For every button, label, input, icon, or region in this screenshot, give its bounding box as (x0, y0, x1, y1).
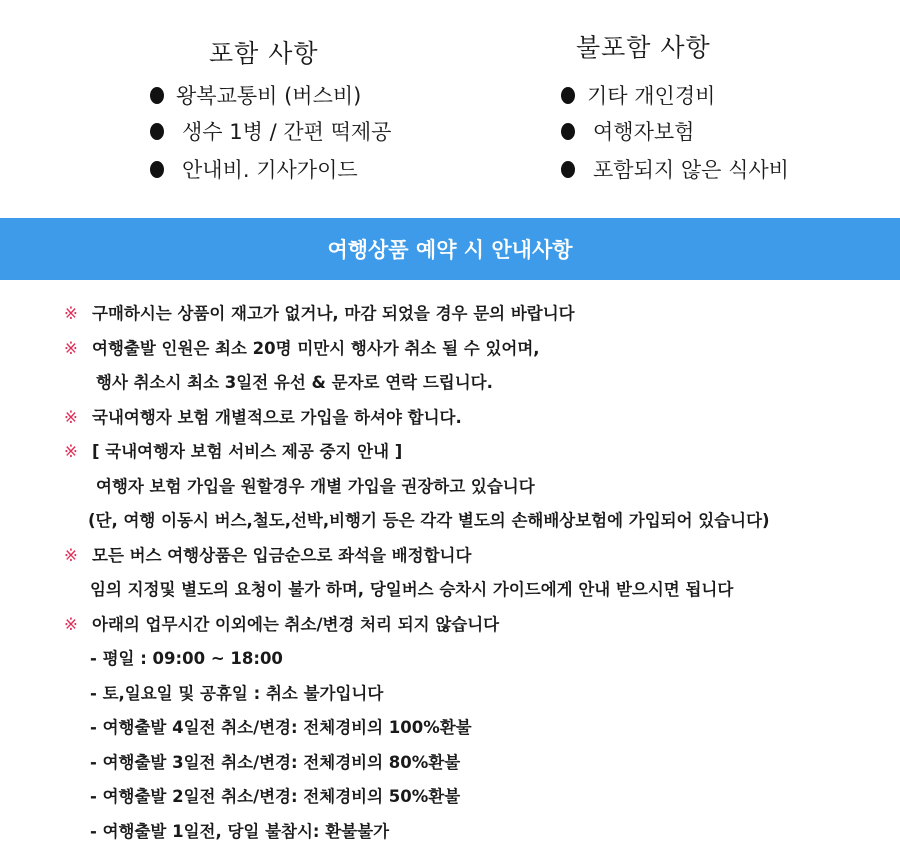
notice-item: ※ 국내여행자 보험 개별적으로 가입을 하셔야 합니다. (64, 401, 900, 436)
schedule-item: - 토,일요일 및 공휴일 : 취소 불가입니다 (90, 683, 384, 703)
reference-mark-icon: ※ (64, 442, 78, 461)
included-item: 안내비. 기사가이드 (150, 154, 358, 184)
excluded-item: 여행자보험 (561, 116, 694, 146)
refund-policy-item: - 여행출발 4일전 취소/변경: 전체경비의 100%환불 (90, 718, 472, 737)
bullet-dot-icon (150, 123, 164, 140)
bullet-dot-icon (561, 123, 575, 140)
reference-mark-icon: ※ (64, 407, 78, 427)
excluded-item: 기타 개인경비 (561, 80, 715, 110)
bullet-dot-icon (561, 87, 575, 104)
excluded-title: 불포함 사항 (576, 33, 711, 62)
included-item: 생수 1병 / 간편 떡제공 (150, 116, 391, 146)
reference-mark-icon: ※ (64, 304, 78, 323)
notice-item: ※ 여행출발 인원은 최소 20명 미만시 행사가 취소 될 수 있어며, (64, 332, 900, 367)
notice-list (64, 297, 900, 849)
reference-mark-icon: ※ (64, 338, 78, 358)
refund-policy-item: - 여행출발 1일전, 당일 불참시: 환불불가 (90, 821, 390, 841)
notice-continuation: 여행자 보험 가입을 원할경우 개별 가입을 권장하고 있습니다 (96, 476, 535, 496)
bullet-dot-icon (150, 161, 164, 178)
notice-item: ※ [ 국내여행자 보험 서비스 제공 중지 안내 ] (64, 435, 900, 470)
notice-continuation: 행사 취소시 최소 3일전 유선 & 문자로 연락 드립니다. (96, 373, 493, 392)
banner-title: 여행상품 예약 시 안내사항 (327, 238, 573, 262)
notice-item: ※ 구매하시는 상품이 재고가 없거나, 마감 되었을 경우 문의 바랍니다 (64, 297, 900, 332)
reference-mark-icon: ※ (64, 614, 78, 634)
notice-continuation: 임의 지정및 별도의 요청이 불가 하며, 당일버스 승차시 가이드에게 안내 받으시면 됩니다 (90, 580, 734, 599)
refund-policy-item: - 여행출발 2일전 취소/변경: 전체경비의 50%환불 (90, 787, 461, 806)
included-item: 왕복교통비 (버스비) (150, 80, 361, 110)
reference-mark-icon: ※ (64, 545, 78, 565)
schedule-item: - 평일 : 09:00 ~ 18:00 (90, 649, 283, 668)
bullet-dot-icon (561, 161, 575, 178)
included-title: 포함 사항 (209, 39, 319, 68)
bullet-dot-icon (150, 87, 164, 104)
notice-item: ※ 모든 버스 여행상품은 입금순으로 좌석을 배정합니다 (64, 539, 900, 574)
notice-item: ※ 아래의 업무시간 이외에는 취소/변경 처리 되지 않습니다 (64, 608, 900, 643)
notice-continuation: (단, 여행 이동시 버스,철도,선박,비행기 등은 각각 별도의 손해배상보험에 가입되어 있습니다) (88, 511, 770, 530)
notice-banner (0, 218, 900, 280)
refund-policy-item: - 여행출발 3일전 취소/변경: 전체경비의 80%환불 (90, 752, 461, 772)
excluded-item: 포함되지 않은 식사비 (561, 154, 789, 184)
